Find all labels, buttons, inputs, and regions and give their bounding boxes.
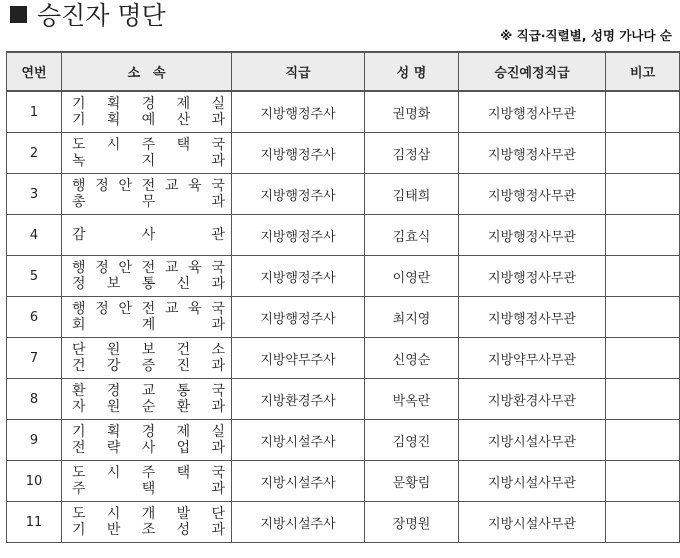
dept-line-secondary: 기 획 예 산 과 <box>72 112 225 128</box>
table-row <box>7 420 680 461</box>
row-remark <box>606 215 680 256</box>
dept-line-secondary: 건 강 증 진 과 <box>72 358 225 374</box>
row-promo: 지방시설사무관 <box>459 502 606 543</box>
table-row <box>7 174 680 215</box>
row-promo: 지방시설사무관 <box>459 420 606 461</box>
row-rank: 지방행정주사 <box>232 215 365 256</box>
row-no: 9 <box>7 420 62 461</box>
table-row <box>7 338 680 379</box>
row-no: 5 <box>7 256 62 297</box>
table-row <box>7 91 680 133</box>
promotion-table <box>6 51 680 543</box>
row-promo: 지방행정사무관 <box>459 133 606 174</box>
row-rank: 지방시설주사 <box>232 420 365 461</box>
table-row <box>7 133 680 174</box>
dept-line-secondary: 총 무 과 <box>72 194 225 210</box>
row-name: 장명원 <box>365 502 459 543</box>
row-name: 문황림 <box>365 461 459 502</box>
dept-line-primary: 도 시 주 택 국 <box>72 465 225 481</box>
row-name: 김태희 <box>365 174 459 215</box>
row-remark <box>606 461 680 502</box>
row-remark <box>606 338 680 379</box>
dept-line-secondary: 주 택 과 <box>72 481 225 497</box>
row-no: 10 <box>7 461 62 502</box>
row-dept <box>62 133 232 174</box>
row-rank: 지방행정주사 <box>232 297 365 338</box>
row-promo: 지방행정사무관 <box>459 297 606 338</box>
row-promo: 지방행정사무관 <box>459 256 606 297</box>
header-promo: 승진예정직급 <box>459 52 606 91</box>
table-row <box>7 215 680 256</box>
row-name: 김영진 <box>365 420 459 461</box>
row-rank: 지방환경주사 <box>232 379 365 420</box>
row-remark <box>606 502 680 543</box>
row-name: 신영순 <box>365 338 459 379</box>
row-rank: 지방행정주사 <box>232 256 365 297</box>
row-promo: 지방행정사무관 <box>459 215 606 256</box>
row-no: 1 <box>7 91 62 133</box>
header-remark: 비고 <box>606 52 680 91</box>
row-no: 8 <box>7 379 62 420</box>
row-dept <box>62 379 232 420</box>
row-remark <box>606 420 680 461</box>
dept-line-primary: 행 정 안 전 교 육 국 <box>72 260 225 276</box>
row-promo: 지방환경사무관 <box>459 379 606 420</box>
dept-line-secondary: 회 계 과 <box>72 317 225 333</box>
page-title <box>10 0 166 32</box>
table-row <box>7 502 680 543</box>
row-name: 김효식 <box>365 215 459 256</box>
row-rank: 지방행정주사 <box>232 91 365 133</box>
table-row <box>7 379 680 420</box>
row-remark <box>606 256 680 297</box>
row-no: 6 <box>7 297 62 338</box>
row-name: 이영란 <box>365 256 459 297</box>
dept-line-primary: 단 원 보 건 소 <box>72 342 225 358</box>
row-rank: 지방약무주사 <box>232 338 365 379</box>
dept-line-primary: 행 정 안 전 교 육 국 <box>72 301 225 317</box>
dept-line-secondary: 전 략 사 업 과 <box>72 440 225 456</box>
sort-note: ※ 직급·직렬별, 성명 가나다 순 <box>500 28 672 43</box>
dept-line-primary: 행 정 안 전 교 육 국 <box>72 178 225 194</box>
row-name: 권명화 <box>365 91 459 133</box>
header-no: 연번 <box>7 52 62 91</box>
row-no: 7 <box>7 338 62 379</box>
table-row <box>7 256 680 297</box>
row-dept <box>62 91 232 133</box>
row-dept <box>62 338 232 379</box>
row-dept <box>62 420 232 461</box>
row-dept <box>62 256 232 297</box>
row-no: 2 <box>7 133 62 174</box>
row-name: 최지영 <box>365 297 459 338</box>
row-rank: 지방행정주사 <box>232 174 365 215</box>
row-rank: 지방시설주사 <box>232 461 365 502</box>
row-remark <box>606 297 680 338</box>
row-promo: 지방행정사무관 <box>459 91 606 133</box>
row-promo: 지방시설사무관 <box>459 461 606 502</box>
dept-line-primary: 환 경 교 통 국 <box>72 383 225 399</box>
dept-line-secondary: 정 보 통 신 과 <box>72 276 225 292</box>
dept-line-primary: 감 사 관 <box>72 227 225 243</box>
dept-line-primary: 기 획 경 제 실 <box>72 424 225 440</box>
dept-line-secondary: 자 원 순 환 과 <box>72 399 225 415</box>
dept-line-primary: 도 시 주 택 국 <box>72 137 225 153</box>
row-promo: 지방행정사무관 <box>459 174 606 215</box>
row-no: 3 <box>7 174 62 215</box>
row-no: 11 <box>7 502 62 543</box>
row-name: 김정삼 <box>365 133 459 174</box>
row-remark <box>606 91 680 133</box>
row-remark <box>606 174 680 215</box>
row-remark <box>606 379 680 420</box>
dept-line-primary: 도 시 개 발 단 <box>72 506 225 522</box>
header-dept: 소 속 <box>62 52 232 91</box>
header-rank: 직급 <box>232 52 365 91</box>
square-bullet-icon <box>10 6 27 23</box>
row-rank: 지방행정주사 <box>232 133 365 174</box>
row-dept <box>62 215 232 256</box>
row-dept <box>62 297 232 338</box>
row-no: 4 <box>7 215 62 256</box>
row-rank: 지방시설주사 <box>232 502 365 543</box>
table-header-row <box>7 52 680 91</box>
row-dept <box>62 502 232 543</box>
row-promo: 지방약무사무관 <box>459 338 606 379</box>
row-dept <box>62 461 232 502</box>
page-title-text: 승진자 명단 <box>37 1 166 30</box>
table-row <box>7 461 680 502</box>
dept-line-primary: 기 획 경 제 실 <box>72 96 225 112</box>
header-name: 성 명 <box>365 52 459 91</box>
row-dept <box>62 174 232 215</box>
dept-line-secondary: 녹 지 과 <box>72 153 225 169</box>
row-name: 박옥란 <box>365 379 459 420</box>
table-row <box>7 297 680 338</box>
row-remark <box>606 133 680 174</box>
dept-line-secondary: 기 반 조 성 과 <box>72 522 225 538</box>
